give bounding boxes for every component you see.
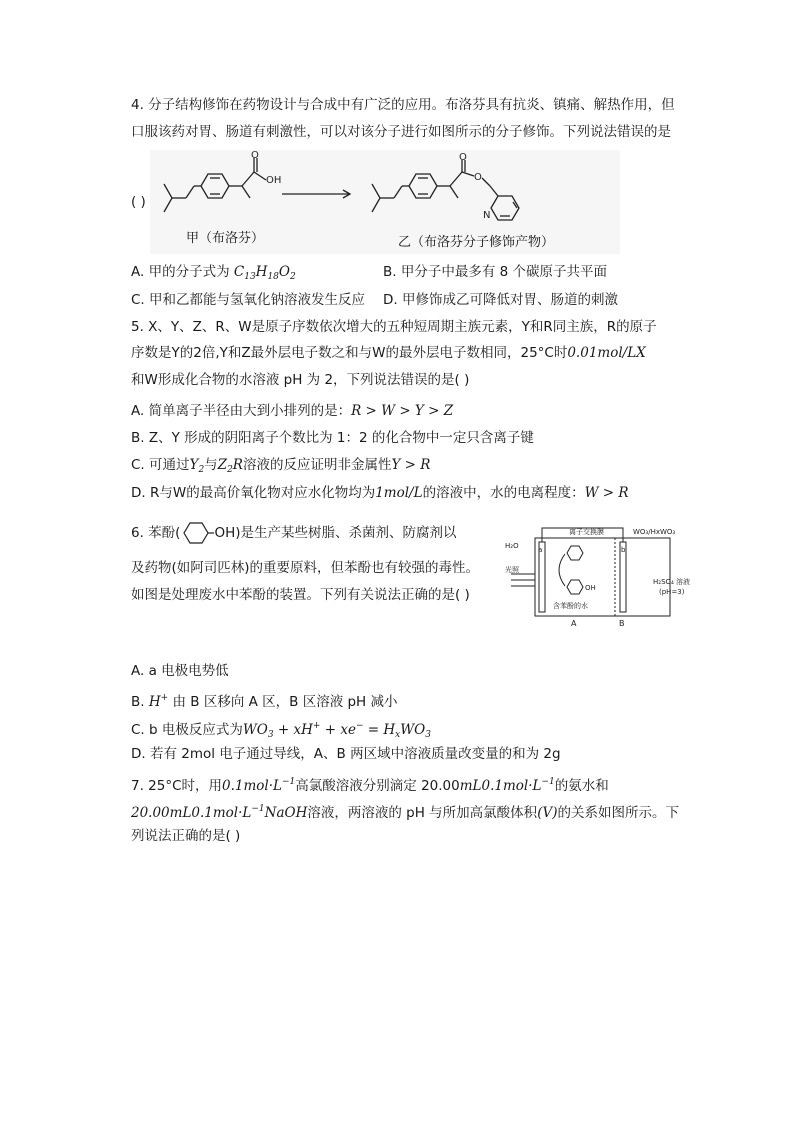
product-o-ester: O	[474, 172, 482, 183]
label-jia: 甲（布洛芬）	[186, 231, 265, 246]
q6-option-c: C. b 电极反应式为$WO_3 + xH^+ + xe^- = H_xWO_3$	[131, 721, 431, 740]
fig-h2o-label: H₂O	[505, 542, 519, 550]
q4-answer-paren: ( )	[131, 194, 146, 210]
q6-option-a: A. a 电极电势低	[131, 663, 229, 679]
q6-option-d: D. 若有 2mol 电子通过导线，A、B 两区域中溶液质量改变量的和为 2g	[131, 746, 561, 762]
q6-option-b: B. H+ 由 B 区移向 A 区，B 区溶液 pH 减小	[131, 693, 398, 710]
q6-stem-line2: 及药物(如阿司匹林)的重要原料，但苯酚也有较强的毒性。	[131, 560, 480, 576]
q4-option-c: C. 甲和乙都能与氢氧化钠溶液发生反应	[131, 292, 366, 308]
q6-device-figure	[505, 520, 705, 628]
fig-area-b-label: B	[619, 619, 625, 628]
q5-stem-line3: 和W形成化合物的水溶液 pH 为 2，下列说法错误的是( )	[131, 372, 470, 388]
q5-option-b: B. Z、Y 形成的阴阳离子个数比为 1：2 的化合物中一定只含离子键	[131, 430, 534, 446]
product-n: N	[483, 210, 491, 221]
q5-option-d: D. R与W的最高价氧化物对应水化物均为1mol/L的溶液中，水的电离程度：W > R	[131, 485, 629, 501]
label-yi: 乙（布洛芬分子修饰产物）	[398, 235, 555, 250]
q6-stem-line3: 如图是处理废水中苯酚的装置。下列有关说法正确的是( )	[131, 587, 470, 603]
q4-option-b: B. 甲分子中最多有 8 个碳原子共平面	[383, 264, 608, 280]
q4-option-d: D. 甲修饰成乙可降低对胃、肠道的刺激	[383, 292, 618, 308]
q6-stem-line1: 6. 苯酚( OH)是生产某些树脂、杀菌剂、防腐剂以	[131, 521, 457, 545]
q4-stem-line2: 口服该药对胃、肠道有刺激性，可以对该分子进行如图所示的分子修饰。下列说法错误的是	[131, 124, 671, 140]
q5-stem-line2: 序数是Y的2倍,Y和Z最外层电子数之和与W的最外层电子数相同，25°C时0.01mol/LX	[131, 345, 646, 361]
q5-option-a: A. 简单离子半径由大到小排列的是：R > W > Y > Z	[131, 403, 454, 419]
fig-ph-label: (pH=3)	[659, 588, 685, 596]
q7-stem-line3: 列说法正确的是( )	[131, 828, 241, 844]
q7-stem-line1: 7. 25°C时，用$0.1mol\cdot L^{-1}$高氯酸溶液分别滴定 $20.00mL0.1mol\cdot L^{-1}$的氨水和	[131, 777, 609, 794]
fig-area-a-label: A	[571, 619, 577, 628]
fig-b-label: b	[621, 546, 626, 554]
q5-stem-line1: 5. X、Y、Z、R、W是原子序数依次增大的五种短周期主族元素，Y和R同主族，R的原子	[131, 319, 657, 335]
ibuprofen-oh: OH	[266, 175, 282, 186]
q5-option-c: C. 可通过$Y_2$与$Z_2R$溶液的反应证明非金属性Y > R	[131, 457, 431, 475]
fig-solution-label: H₂SO₄ 溶液	[653, 578, 691, 586]
fig-oh-label: OH	[585, 584, 596, 592]
fig-electrode-b-label: WO₃/HxWO₃	[633, 528, 676, 536]
product-o-carbonyl: O	[459, 152, 467, 163]
q7-stem-line2: $20.00mL0.1mol\cdot L^{-1}NaOH$溶液，两溶液的 pH 与所加高氯酸体积(V)的关系如图所示。下	[131, 804, 679, 821]
fig-a-label: a	[538, 546, 543, 554]
q4-stem-line1: 4. 分子结构修饰在药物设计与合成中有广泛的应用。布洛芬具有抗炎、镇痛、解热作用，但	[131, 97, 675, 113]
q4-reaction-figure	[150, 150, 620, 254]
fig-membrane-label: 离子交换膜	[569, 528, 604, 536]
fig-waste-label: 含苯酚的水	[553, 602, 588, 610]
ibuprofen-o: O	[251, 150, 259, 161]
fig-light-label: 光照	[505, 566, 519, 574]
q4-option-a: A. 甲的分子式为 $C_{13}H_{18}O_2$	[131, 264, 296, 282]
phenol-inline-icon	[180, 521, 214, 545]
